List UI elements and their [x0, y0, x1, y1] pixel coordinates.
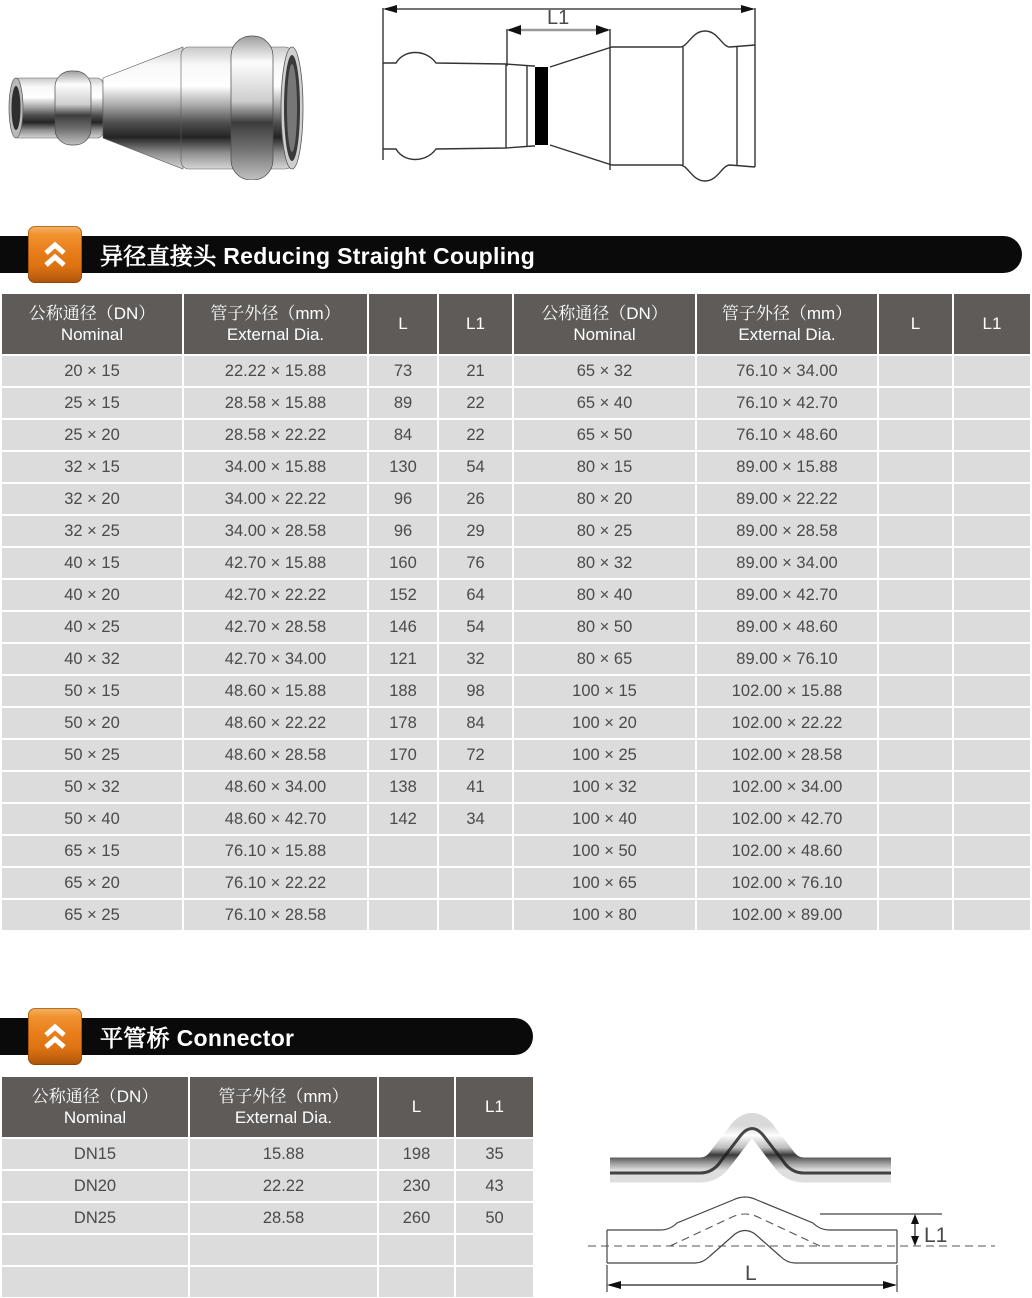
- column-header: L1: [456, 1077, 533, 1137]
- table-cell: 28.58 × 22.22: [184, 420, 367, 450]
- table-cell: 25 × 20: [2, 420, 182, 450]
- table-cell: 50 × 20: [2, 708, 182, 738]
- table-cell: 96: [369, 516, 437, 546]
- column-header: 公称通径（DN） Nominal: [514, 294, 695, 354]
- table-cell: 65 × 50: [514, 420, 695, 450]
- table-cell: 102.00 × 28.58: [697, 740, 877, 770]
- table-cell: [879, 868, 952, 898]
- table-cell: [954, 676, 1030, 706]
- table-cell: [456, 1267, 533, 1297]
- table-row: [2, 420, 1030, 450]
- table-cell: 20 × 15: [2, 356, 182, 386]
- table-cell: 15.88: [190, 1139, 377, 1169]
- table-cell: [954, 804, 1030, 834]
- reducing-coupling-table: [0, 292, 1032, 932]
- table-cell: [954, 484, 1030, 514]
- table-cell: [879, 356, 952, 386]
- column-header: 公称通径（DN） Nominal: [2, 1077, 188, 1137]
- table-cell: 76.10 × 28.58: [184, 900, 367, 930]
- table-cell: 42.70 × 34.00: [184, 644, 367, 674]
- table-cell: 102.00 × 89.00: [697, 900, 877, 930]
- table-cell: 65 × 15: [2, 836, 182, 866]
- table-cell: 28.58 × 15.88: [184, 388, 367, 418]
- table-cell: 188: [369, 676, 437, 706]
- table-cell: 142: [369, 804, 437, 834]
- connector-photo: [600, 1112, 900, 1190]
- table-row: [2, 804, 1030, 834]
- table-cell: 29: [439, 516, 512, 546]
- section-banner-reducing-coupling: [0, 236, 1022, 273]
- table-cell: 76.10 × 22.22: [184, 868, 367, 898]
- table-cell: [190, 1235, 377, 1265]
- table-cell: 260: [379, 1203, 454, 1233]
- table-cell: [954, 548, 1030, 578]
- column-header: 管子外径（mm） External Dia.: [190, 1077, 377, 1137]
- table-cell: [879, 708, 952, 738]
- table-cell: 34.00 × 15.88: [184, 452, 367, 482]
- table-cell: DN25: [2, 1203, 188, 1233]
- table-cell: [954, 708, 1030, 738]
- table-cell: 89.00 × 28.58: [697, 516, 877, 546]
- table-cell: [369, 836, 437, 866]
- table-cell: 100 × 20: [514, 708, 695, 738]
- table-row: [2, 740, 1030, 770]
- table-cell: [879, 772, 952, 802]
- table-cell: 35: [456, 1139, 533, 1169]
- table-cell: 41: [439, 772, 512, 802]
- reducing-coupling-photo: [5, 30, 305, 180]
- table-cell: 40 × 32: [2, 644, 182, 674]
- table-row: [2, 1235, 533, 1265]
- table-cell: 100 × 40: [514, 804, 695, 834]
- dim-label-l: L: [745, 1262, 757, 1285]
- section-title: [100, 238, 535, 271]
- table-cell: 198: [379, 1139, 454, 1169]
- table-row: [2, 900, 1030, 930]
- table-cell: 80 × 65: [514, 644, 695, 674]
- table-cell: 76.10 × 42.70: [697, 388, 877, 418]
- table-cell: 32 × 20: [2, 484, 182, 514]
- table-row: [2, 1267, 533, 1297]
- table-cell: 100 × 25: [514, 740, 695, 770]
- table-cell: [954, 516, 1030, 546]
- table-cell: 100 × 32: [514, 772, 695, 802]
- table-cell: 76.10 × 34.00: [697, 356, 877, 386]
- table-cell: 40 × 15: [2, 548, 182, 578]
- header-row: [2, 294, 1030, 354]
- table-cell: 50 × 32: [2, 772, 182, 802]
- table-row: [2, 772, 1030, 802]
- table-cell: 76: [439, 548, 512, 578]
- table-cell: 25 × 15: [2, 388, 182, 418]
- table-cell: [879, 740, 952, 770]
- table-cell: [879, 612, 952, 642]
- table-cell: 80 × 50: [514, 612, 695, 642]
- table-cell: 89.00 × 34.00: [697, 548, 877, 578]
- table-cell: 102.00 × 76.10: [697, 868, 877, 898]
- table-cell: 48.60 × 28.58: [184, 740, 367, 770]
- table-cell: 73: [369, 356, 437, 386]
- column-header: 管子外径（mm） External Dia.: [184, 294, 367, 354]
- table-cell: 98: [439, 676, 512, 706]
- table-cell: 26: [439, 484, 512, 514]
- table-cell: [879, 644, 952, 674]
- table-cell: 65 × 40: [514, 388, 695, 418]
- table-cell: 84: [439, 708, 512, 738]
- table-cell: 138: [369, 772, 437, 802]
- table-cell: DN20: [2, 1171, 188, 1201]
- table-cell: 22: [439, 388, 512, 418]
- table-cell: [369, 868, 437, 898]
- table-cell: 34: [439, 804, 512, 834]
- table-cell: [439, 868, 512, 898]
- table-cell: 64: [439, 580, 512, 610]
- table-cell: 80 × 20: [514, 484, 695, 514]
- table-cell: [879, 676, 952, 706]
- table-cell: [879, 900, 952, 930]
- table-cell: 22.22: [190, 1171, 377, 1201]
- table-cell: 146: [369, 612, 437, 642]
- chevron-double-up-icon: [28, 1008, 82, 1065]
- dim-label-l1: L1: [547, 7, 570, 29]
- table-cell: [879, 836, 952, 866]
- table-cell: 178: [369, 708, 437, 738]
- section-title-zh: 异径直接头: [100, 243, 217, 269]
- table-cell: 84: [369, 420, 437, 450]
- table-cell: 160: [369, 548, 437, 578]
- table-row: [2, 484, 1030, 514]
- dim-label-l1: L1: [924, 1224, 948, 1247]
- table-cell: 32 × 25: [2, 516, 182, 546]
- column-header: L1: [439, 294, 512, 354]
- column-header: L1: [954, 294, 1030, 354]
- table-cell: 100 × 80: [514, 900, 695, 930]
- table-cell: 80 × 25: [514, 516, 695, 546]
- section-title-en: Connector: [176, 1025, 295, 1051]
- header-row: [2, 1077, 533, 1137]
- table-cell: 28.58: [190, 1203, 377, 1233]
- connector-table: [0, 1075, 535, 1298]
- column-header: L: [879, 294, 952, 354]
- section-title-en: Reducing Straight Coupling: [223, 243, 536, 269]
- table-cell: 48.60 × 42.70: [184, 804, 367, 834]
- table-cell: [879, 388, 952, 418]
- table-cell: 48.60 × 22.22: [184, 708, 367, 738]
- table-cell: [954, 388, 1030, 418]
- column-header: L: [379, 1077, 454, 1137]
- column-header: 公称通径（DN） Nominal: [2, 294, 182, 354]
- table-row: [2, 1171, 533, 1201]
- table-cell: 102.00 × 42.70: [697, 804, 877, 834]
- table-cell: 50: [456, 1203, 533, 1233]
- table-cell: [954, 356, 1030, 386]
- table-cell: 54: [439, 612, 512, 642]
- section-title: [100, 1020, 294, 1053]
- table-cell: 89.00 × 76.10: [697, 644, 877, 674]
- table-row: [2, 388, 1030, 418]
- table-cell: [879, 580, 952, 610]
- table-cell: [879, 420, 952, 450]
- table-cell: 130: [369, 452, 437, 482]
- table-row: [2, 676, 1030, 706]
- table-cell: 21: [439, 356, 512, 386]
- table-row: [2, 356, 1030, 386]
- table-cell: 65 × 32: [514, 356, 695, 386]
- table-cell: 170: [369, 740, 437, 770]
- section-banner-connector: [0, 1018, 533, 1055]
- table-cell: 50 × 15: [2, 676, 182, 706]
- table-cell: [879, 516, 952, 546]
- table-cell: 22.22 × 15.88: [184, 356, 367, 386]
- column-header: 管子外径（mm） External Dia.: [697, 294, 877, 354]
- table-cell: [2, 1267, 188, 1297]
- table-cell: 96: [369, 484, 437, 514]
- table-cell: 89.00 × 15.88: [697, 452, 877, 482]
- table-cell: DN15: [2, 1139, 188, 1169]
- table-cell: 100 × 50: [514, 836, 695, 866]
- table-cell: 22: [439, 420, 512, 450]
- column-header: L: [369, 294, 437, 354]
- table-row: [2, 708, 1030, 738]
- table-cell: 34.00 × 28.58: [184, 516, 367, 546]
- table-cell: 34.00 × 22.22: [184, 484, 367, 514]
- table-cell: [954, 900, 1030, 930]
- table-cell: [456, 1235, 533, 1265]
- table-cell: [379, 1235, 454, 1265]
- table-cell: 152: [369, 580, 437, 610]
- table-cell: [439, 836, 512, 866]
- table-cell: [954, 644, 1030, 674]
- table-cell: 42.70 × 22.22: [184, 580, 367, 610]
- table-cell: [379, 1267, 454, 1297]
- table-cell: 230: [379, 1171, 454, 1201]
- table-cell: [439, 900, 512, 930]
- table-cell: 42.70 × 15.88: [184, 548, 367, 578]
- table-cell: [2, 1235, 188, 1265]
- table-cell: 43: [456, 1171, 533, 1201]
- table-cell: 89.00 × 42.70: [697, 580, 877, 610]
- table-cell: 76.10 × 15.88: [184, 836, 367, 866]
- table-cell: 76.10 × 48.60: [697, 420, 877, 450]
- table-cell: [879, 484, 952, 514]
- table-cell: 50 × 40: [2, 804, 182, 834]
- table-row: [2, 644, 1030, 674]
- table-row: [2, 612, 1030, 642]
- section-title-zh: 平管桥: [100, 1025, 170, 1051]
- table-cell: 54: [439, 452, 512, 482]
- table-cell: 89.00 × 48.60: [697, 612, 877, 642]
- table-cell: 65 × 25: [2, 900, 182, 930]
- table-cell: [954, 612, 1030, 642]
- table-cell: 32 × 15: [2, 452, 182, 482]
- table-cell: 100 × 65: [514, 868, 695, 898]
- table-cell: 80 × 40: [514, 580, 695, 610]
- table-cell: 80 × 32: [514, 548, 695, 578]
- table-cell: [190, 1267, 377, 1297]
- chevron-double-up-icon: [28, 226, 82, 283]
- table-row: [2, 452, 1030, 482]
- table-cell: 50 × 25: [2, 740, 182, 770]
- table-row: [2, 580, 1030, 610]
- table-cell: 65 × 20: [2, 868, 182, 898]
- table-cell: [954, 420, 1030, 450]
- table-cell: 80 × 15: [514, 452, 695, 482]
- table-row: [2, 868, 1030, 898]
- table-cell: 40 × 20: [2, 580, 182, 610]
- table-cell: 89: [369, 388, 437, 418]
- table-cell: 42.70 × 28.58: [184, 612, 367, 642]
- table-cell: [369, 900, 437, 930]
- table-row: [2, 516, 1030, 546]
- table-row: [2, 1203, 533, 1233]
- table-cell: 100 × 15: [514, 676, 695, 706]
- table-cell: 40 × 25: [2, 612, 182, 642]
- table-cell: [879, 804, 952, 834]
- table-cell: 102.00 × 48.60: [697, 836, 877, 866]
- reducer-technical-drawing: [375, 0, 770, 195]
- table-cell: [879, 452, 952, 482]
- table-cell: [954, 580, 1030, 610]
- table-cell: [954, 740, 1030, 770]
- table-cell: 48.60 × 15.88: [184, 676, 367, 706]
- table-cell: [954, 772, 1030, 802]
- table-row: [2, 548, 1030, 578]
- table-cell: 121: [369, 644, 437, 674]
- connector-technical-drawing: [580, 1192, 1032, 1298]
- table-cell: 32: [439, 644, 512, 674]
- table-cell: [954, 868, 1030, 898]
- table-row: [2, 1139, 533, 1169]
- table-cell: [954, 452, 1030, 482]
- table-cell: 89.00 × 22.22: [697, 484, 877, 514]
- table-cell: [954, 836, 1030, 866]
- table-row: [2, 836, 1030, 866]
- table-cell: 102.00 × 34.00: [697, 772, 877, 802]
- table-cell: 72: [439, 740, 512, 770]
- table-cell: [879, 548, 952, 578]
- table-cell: 48.60 × 34.00: [184, 772, 367, 802]
- table-cell: 102.00 × 15.88: [697, 676, 877, 706]
- table-cell: 102.00 × 22.22: [697, 708, 877, 738]
